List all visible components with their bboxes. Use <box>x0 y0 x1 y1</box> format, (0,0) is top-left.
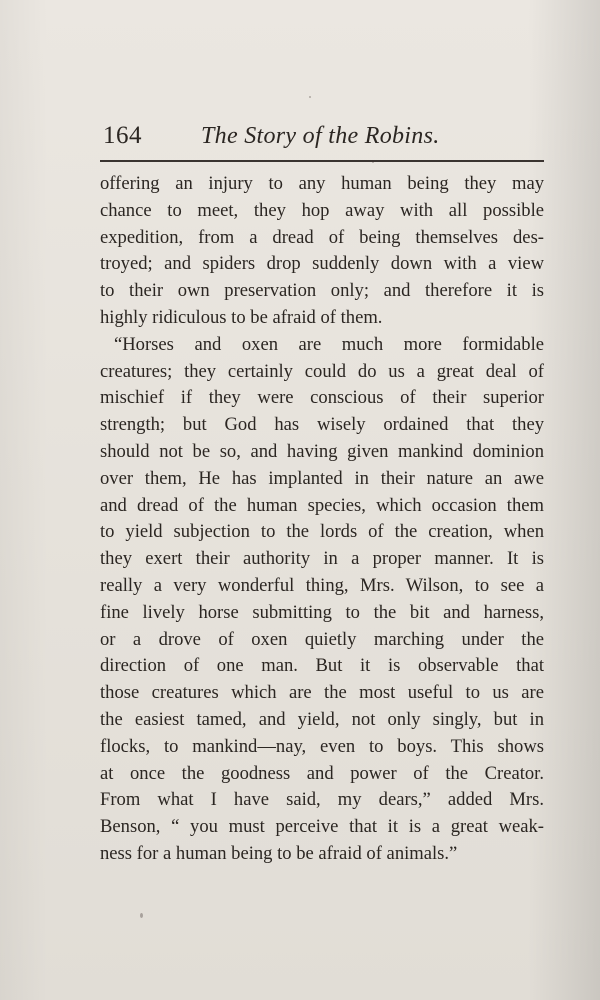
text-line: to their own preservation only; and therefore it is <box>100 280 544 302</box>
text-line: those creatures which are the most useful to us are <box>100 682 544 704</box>
header-rule <box>100 160 544 162</box>
text-line: troyed; and spiders drop suddenly down with a view <box>100 253 544 275</box>
running-title: The Story of the Robins. <box>201 123 440 149</box>
text-line: and dread of the human species, which occasion them <box>100 494 544 516</box>
page-number: 164 <box>103 122 142 149</box>
text-line: or a drove of oxen quietly marching under the <box>100 628 544 650</box>
text-line: over them, He has implanted in their nature an awe <box>100 467 544 489</box>
text-line: at once the goodness and power of the Creator. <box>100 762 544 784</box>
text-line: “Horses and oxen are much more formidable <box>114 333 544 355</box>
paper-speck <box>309 96 311 98</box>
text-line: chance to meet, they hop away with all possible <box>100 199 544 221</box>
text-line: mischief if they were conscious of their superior <box>100 387 544 409</box>
paper-speck <box>372 161 374 163</box>
text-line: strength; but God has wisely ordained that they <box>100 414 544 436</box>
text-line: direction of one man. But it is observable that <box>100 655 544 677</box>
text-line: Benson, “ you must perceive that it is a great weak- <box>100 816 544 838</box>
text-line: creatures; they certainly could do us a great deal of <box>100 360 544 382</box>
text-line: the easiest tamed, and yield, not only singly, but in <box>100 708 544 730</box>
text-line: really a very wonderful thing, Mrs. Wilson, to see a <box>100 574 544 596</box>
text-line: to yield subjection to the lords of the creation, when <box>100 521 544 543</box>
body-text <box>100 171 544 868</box>
text-line: offering an injury to any human being they may <box>100 173 544 194</box>
text-line: expedition, from a dread of being themselves des- <box>100 226 544 248</box>
text-line: they exert their authority in a proper manner. It is <box>100 548 544 570</box>
text-line: From what I have said, my dears,” added Mrs. <box>100 789 544 811</box>
text-line: ness for a human being to be afraid of animals.” <box>100 842 458 864</box>
paper-speck <box>140 913 143 918</box>
text-line: flocks, to mankind—nay, even to boys. This shows <box>100 735 544 757</box>
text-line: highly ridiculous to be afraid of them. <box>100 306 383 328</box>
text-line: fine lively horse submitting to the bit and harness, <box>100 601 544 623</box>
page-header <box>103 122 543 156</box>
text-line: should not be so, and having given mankind dominion <box>100 440 544 462</box>
